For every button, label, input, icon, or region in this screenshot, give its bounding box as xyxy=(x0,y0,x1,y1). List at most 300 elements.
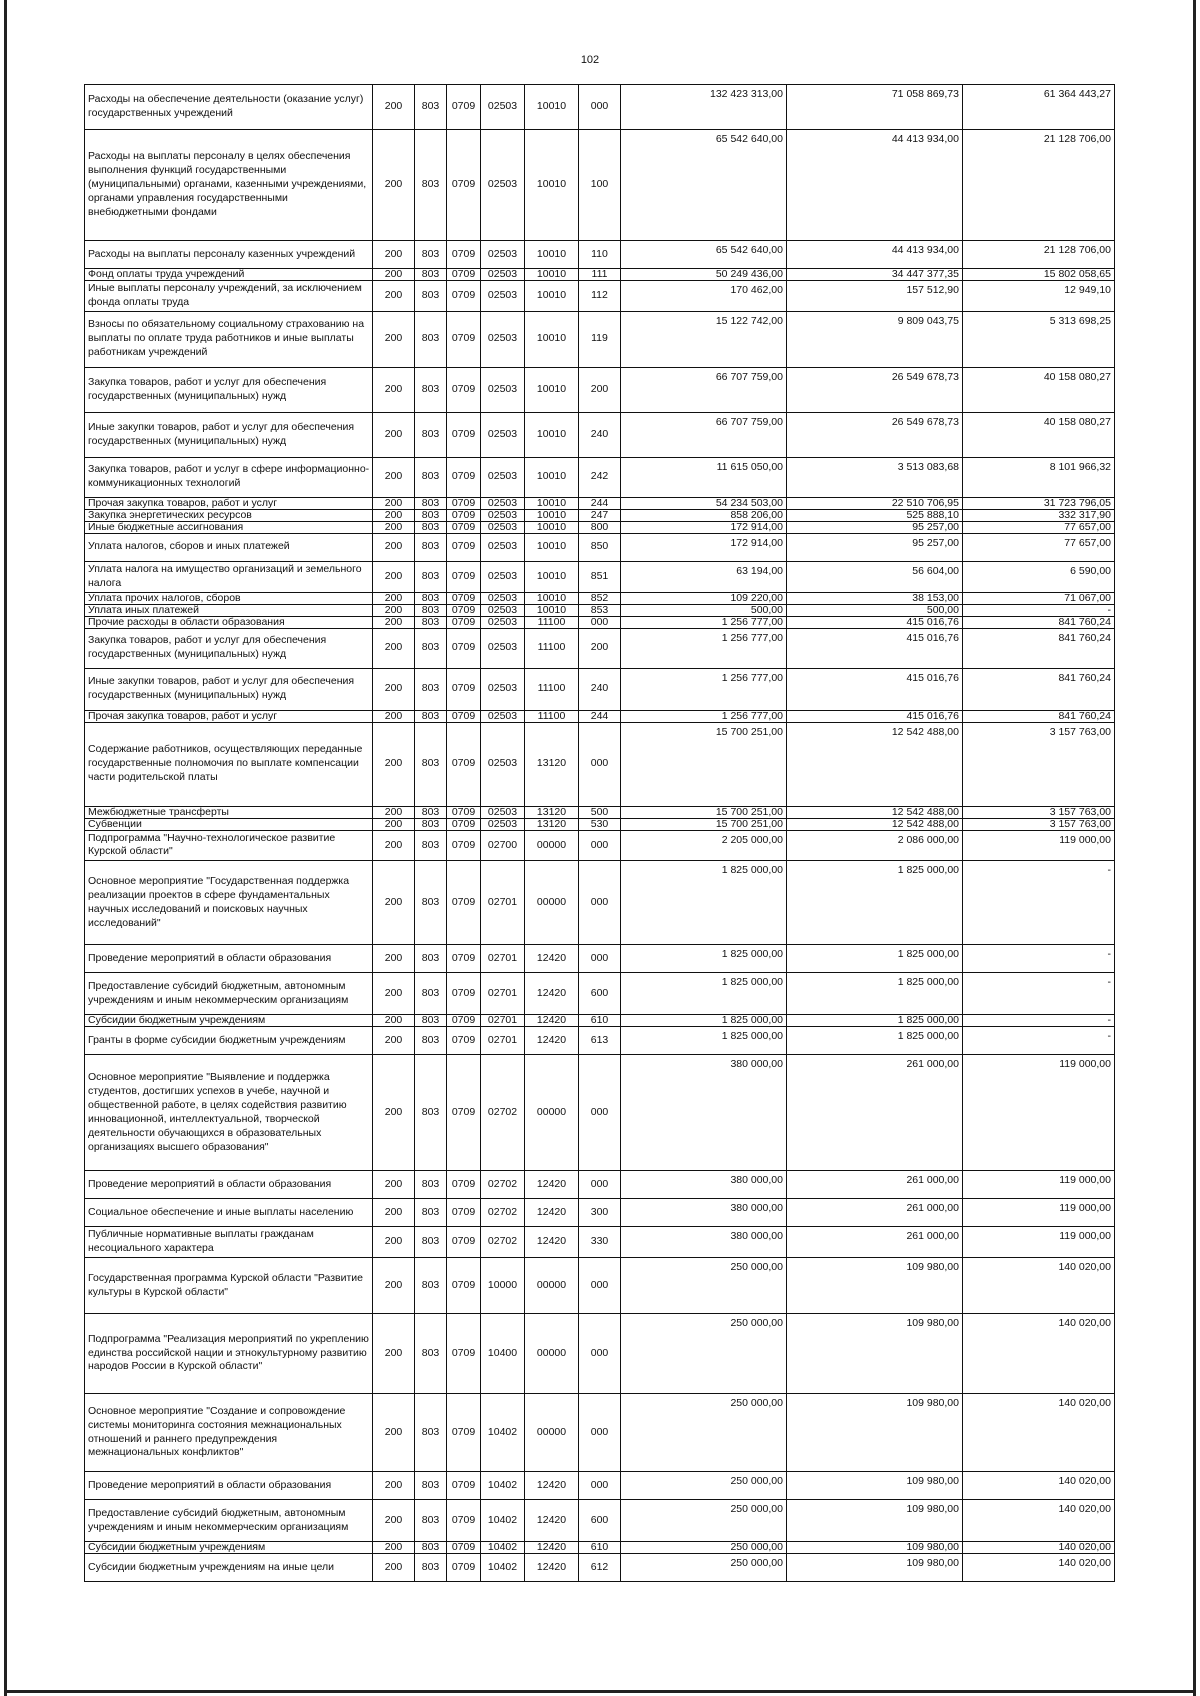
code-cell: 803 xyxy=(415,592,447,604)
amount-cell: 500,00 xyxy=(621,604,787,616)
amount-cell: 77 657,00 xyxy=(963,521,1115,533)
amount-cell: 1 256 777,00 xyxy=(621,710,787,722)
code-cell: 200 xyxy=(373,85,415,130)
code-cell: 803 xyxy=(415,1542,447,1554)
scan-border-left xyxy=(4,0,7,1696)
code-cell: 0709 xyxy=(447,269,481,281)
code-cell: 242 xyxy=(579,457,621,497)
amount-cell: 1 825 000,00 xyxy=(621,861,787,945)
amount-cell: 61 364 443,27 xyxy=(963,85,1115,130)
amount-cell: 15 700 251,00 xyxy=(621,818,787,830)
code-cell: 02503 xyxy=(481,521,525,533)
amount-cell: 109 980,00 xyxy=(787,1542,963,1554)
code-cell: 200 xyxy=(373,311,415,367)
code-cell: 200 xyxy=(373,1542,415,1554)
amount-cell: 1 256 777,00 xyxy=(621,668,787,710)
expense-name-cell: Проведение мероприятий в области образования xyxy=(85,1472,373,1500)
amount-cell: 12 542 488,00 xyxy=(787,818,963,830)
amount-cell: 1 825 000,00 xyxy=(621,973,787,1015)
amount-cell: 1 256 777,00 xyxy=(621,628,787,668)
code-cell: 0709 xyxy=(447,1258,481,1314)
code-cell: 10010 xyxy=(525,311,579,367)
scan-border-bottom xyxy=(4,1690,1196,1693)
amount-cell: 6 590,00 xyxy=(963,561,1115,592)
code-cell: 02503 xyxy=(481,806,525,818)
code-cell: 0709 xyxy=(447,604,481,616)
code-cell: 0709 xyxy=(447,412,481,457)
code-cell: 803 xyxy=(415,130,447,241)
amount-cell: 140 020,00 xyxy=(963,1258,1115,1314)
amount-cell: 56 604,00 xyxy=(787,561,963,592)
code-cell: 10010 xyxy=(525,592,579,604)
code-cell: 02702 xyxy=(481,1199,525,1227)
code-cell: 02503 xyxy=(481,367,525,412)
amount-cell: 34 447 377,35 xyxy=(787,269,963,281)
table-row xyxy=(85,269,1115,281)
table-row xyxy=(85,861,1115,945)
code-cell: 02701 xyxy=(481,1027,525,1055)
code-cell: 0709 xyxy=(447,130,481,241)
amount-cell: 140 020,00 xyxy=(963,1554,1115,1582)
code-cell: 240 xyxy=(579,412,621,457)
code-cell: 0709 xyxy=(447,1542,481,1554)
amount-cell: 140 020,00 xyxy=(963,1542,1115,1554)
amount-cell: 3 513 083,68 xyxy=(787,457,963,497)
amount-cell: 11 615 050,00 xyxy=(621,457,787,497)
code-cell: 12420 xyxy=(525,1227,579,1258)
code-cell: 244 xyxy=(579,710,621,722)
code-cell: 10402 xyxy=(481,1500,525,1542)
code-cell: 330 xyxy=(579,1227,621,1258)
code-cell: 200 xyxy=(373,628,415,668)
amount-cell: 525 888,10 xyxy=(787,509,963,521)
code-cell: 803 xyxy=(415,861,447,945)
code-cell: 200 xyxy=(579,628,621,668)
code-cell: 10010 xyxy=(525,269,579,281)
code-cell: 200 xyxy=(373,604,415,616)
amount-cell: 15 700 251,00 xyxy=(621,806,787,818)
amount-cell: 172 914,00 xyxy=(621,533,787,561)
code-cell: 0709 xyxy=(447,1227,481,1258)
expense-name-cell: Иные выплаты персоналу учреждений, за исключением фонда оплаты труда xyxy=(85,281,373,312)
expense-name-cell: Прочая закупка товаров, работ и услуг xyxy=(85,710,373,722)
code-cell: 10010 xyxy=(525,497,579,509)
table-row xyxy=(85,561,1115,592)
code-cell: 803 xyxy=(415,1314,447,1394)
expense-name-cell: Основное мероприятие "Выявление и поддержка студентов, достигших успехов в учебе, научной и общественной работе, в целях содействия развитию инновационной, интеллектуальной, творческой деятельности обучающихся в образовательных организациях высшего образования" xyxy=(85,1055,373,1171)
code-cell: 803 xyxy=(415,85,447,130)
code-cell: 200 xyxy=(373,1199,415,1227)
amount-cell: 841 760,24 xyxy=(963,668,1115,710)
amount-cell: 261 000,00 xyxy=(787,1199,963,1227)
code-cell: 02503 xyxy=(481,281,525,312)
code-cell: 803 xyxy=(415,628,447,668)
code-cell: 10010 xyxy=(525,85,579,130)
code-cell: 000 xyxy=(579,1171,621,1199)
expense-name-cell: Содержание работников, осуществляющих переданные государственные полномочия по выплате компенсации части родительской платы xyxy=(85,722,373,806)
code-cell: 200 xyxy=(373,1055,415,1171)
expense-name-cell: Расходы на выплаты персоналу казенных учреждений xyxy=(85,241,373,269)
code-cell: 11100 xyxy=(525,710,579,722)
code-cell: 02701 xyxy=(481,945,525,973)
table-row xyxy=(85,818,1115,830)
amount-cell: 109 980,00 xyxy=(787,1500,963,1542)
table-row xyxy=(85,497,1115,509)
amount-cell: 140 020,00 xyxy=(963,1472,1115,1500)
code-cell: 02503 xyxy=(481,668,525,710)
table-row xyxy=(85,604,1115,616)
expense-name-cell: Иные закупки товаров, работ и услуг для обеспечения государственных (муниципальных) нужд xyxy=(85,668,373,710)
code-cell: 02503 xyxy=(481,269,525,281)
amount-cell: 261 000,00 xyxy=(787,1171,963,1199)
code-cell: 10010 xyxy=(525,130,579,241)
expense-name-cell: Прочие расходы в области образования xyxy=(85,616,373,628)
amount-cell: 1 825 000,00 xyxy=(787,945,963,973)
expense-name-cell: Проведение мероприятий в области образования xyxy=(85,945,373,973)
code-cell: 02702 xyxy=(481,1227,525,1258)
code-cell: 803 xyxy=(415,1199,447,1227)
code-cell: 803 xyxy=(415,1554,447,1582)
table-row xyxy=(85,1472,1115,1500)
code-cell: 803 xyxy=(415,1171,447,1199)
table-row xyxy=(85,973,1115,1015)
code-cell: 200 xyxy=(373,806,415,818)
code-cell: 200 xyxy=(373,1027,415,1055)
amount-cell: 1 825 000,00 xyxy=(787,1015,963,1027)
amount-cell: 1 825 000,00 xyxy=(621,1027,787,1055)
code-cell: 803 xyxy=(415,269,447,281)
code-cell: 200 xyxy=(373,1227,415,1258)
table-row xyxy=(85,311,1115,367)
code-cell: 0709 xyxy=(447,945,481,973)
code-cell: 02503 xyxy=(481,457,525,497)
code-cell: 0709 xyxy=(447,861,481,945)
amount-cell: 109 980,00 xyxy=(787,1258,963,1314)
code-cell: 200 xyxy=(373,1554,415,1582)
amount-cell: 1 256 777,00 xyxy=(621,616,787,628)
amount-cell: 1 825 000,00 xyxy=(787,861,963,945)
amount-cell: 172 914,00 xyxy=(621,521,787,533)
table-row xyxy=(85,1542,1115,1554)
code-cell: 851 xyxy=(579,561,621,592)
amount-cell: 2 086 000,00 xyxy=(787,830,963,861)
amount-cell: 21 128 706,00 xyxy=(963,241,1115,269)
code-cell: 803 xyxy=(415,1015,447,1027)
table-row xyxy=(85,509,1115,521)
code-cell: 0709 xyxy=(447,668,481,710)
code-cell: 0709 xyxy=(447,1199,481,1227)
expense-name-cell: Взносы по обязательному социальному страхованию на выплаты по оплате труда работников и иные выплаты работникам учреждений xyxy=(85,311,373,367)
code-cell: 0709 xyxy=(447,973,481,1015)
code-cell: 12420 xyxy=(525,1542,579,1554)
table-row xyxy=(85,457,1115,497)
code-cell: 0709 xyxy=(447,1472,481,1500)
code-cell: 00000 xyxy=(525,830,579,861)
code-cell: 200 xyxy=(373,457,415,497)
code-cell: 200 xyxy=(373,722,415,806)
code-cell: 0709 xyxy=(447,497,481,509)
code-cell: 803 xyxy=(415,616,447,628)
code-cell: 10402 xyxy=(481,1554,525,1582)
code-cell: 0709 xyxy=(447,281,481,312)
code-cell: 803 xyxy=(415,457,447,497)
amount-cell: 250 000,00 xyxy=(621,1314,787,1394)
code-cell: 803 xyxy=(415,1227,447,1258)
code-cell: 02503 xyxy=(481,561,525,592)
table-body xyxy=(85,85,1115,1582)
code-cell: 0709 xyxy=(447,722,481,806)
amount-cell: 50 249 436,00 xyxy=(621,269,787,281)
code-cell: 803 xyxy=(415,1394,447,1472)
expense-name-cell: Предоставление субсидий бюджетным, автономным учреждениям и иным некоммерческим организациям xyxy=(85,973,373,1015)
expense-name-cell: Уплата прочих налогов, сборов xyxy=(85,592,373,604)
amount-cell: 1 825 000,00 xyxy=(787,1027,963,1055)
table-row xyxy=(85,1500,1115,1542)
code-cell: 0709 xyxy=(447,592,481,604)
code-cell: 200 xyxy=(373,818,415,830)
amount-cell: 3 157 763,00 xyxy=(963,806,1115,818)
amount-cell: 500,00 xyxy=(787,604,963,616)
code-cell: 10010 xyxy=(525,561,579,592)
amount-cell: - xyxy=(963,1015,1115,1027)
amount-cell: 5 313 698,25 xyxy=(963,311,1115,367)
code-cell: 12420 xyxy=(525,1171,579,1199)
expense-name-cell: Межбюджетные трансферты xyxy=(85,806,373,818)
expense-name-cell: Субсидии бюджетным учреждениям на иные цели xyxy=(85,1554,373,1582)
expense-name-cell: Прочая закупка товаров, работ и услуг xyxy=(85,497,373,509)
amount-cell: - xyxy=(963,973,1115,1015)
code-cell: 12420 xyxy=(525,1472,579,1500)
code-cell: 803 xyxy=(415,973,447,1015)
code-cell: 200 xyxy=(579,367,621,412)
expense-name-cell: Уплата налогов, сборов и иных платежей xyxy=(85,533,373,561)
code-cell: 10010 xyxy=(525,412,579,457)
table-row xyxy=(85,1015,1115,1027)
code-cell: 13120 xyxy=(525,722,579,806)
code-cell: 850 xyxy=(579,533,621,561)
code-cell: 10400 xyxy=(481,1314,525,1394)
code-cell: 02503 xyxy=(481,533,525,561)
amount-cell: 157 512,90 xyxy=(787,281,963,312)
code-cell: 0709 xyxy=(447,1500,481,1542)
code-cell: 02503 xyxy=(481,616,525,628)
code-cell: 200 xyxy=(373,945,415,973)
table-row xyxy=(85,367,1115,412)
code-cell: 02700 xyxy=(481,830,525,861)
table-row xyxy=(85,241,1115,269)
amount-cell: - xyxy=(963,861,1115,945)
code-cell: 02503 xyxy=(481,130,525,241)
amount-cell: 63 194,00 xyxy=(621,561,787,592)
table-row xyxy=(85,412,1115,457)
code-cell: 803 xyxy=(415,497,447,509)
table-row xyxy=(85,722,1115,806)
code-cell: 0709 xyxy=(447,1027,481,1055)
code-cell: 0709 xyxy=(447,1314,481,1394)
code-cell: 803 xyxy=(415,668,447,710)
code-cell: 200 xyxy=(373,592,415,604)
amount-cell: 12 542 488,00 xyxy=(787,806,963,818)
code-cell: 110 xyxy=(579,241,621,269)
amount-cell: 109 980,00 xyxy=(787,1472,963,1500)
amount-cell: 109 980,00 xyxy=(787,1394,963,1472)
amount-cell: 66 707 759,00 xyxy=(621,412,787,457)
code-cell: 803 xyxy=(415,722,447,806)
code-cell: 803 xyxy=(415,241,447,269)
code-cell: 0709 xyxy=(447,1394,481,1472)
expense-name-cell: Закупка энергетических ресурсов xyxy=(85,509,373,521)
amount-cell: 380 000,00 xyxy=(621,1171,787,1199)
amount-cell: 15 122 742,00 xyxy=(621,311,787,367)
code-cell: 02503 xyxy=(481,311,525,367)
code-cell: 200 xyxy=(373,412,415,457)
table-row xyxy=(85,85,1115,130)
table-row xyxy=(85,1227,1115,1258)
amount-cell: - xyxy=(963,604,1115,616)
code-cell: 800 xyxy=(579,521,621,533)
amount-cell: 250 000,00 xyxy=(621,1542,787,1554)
code-cell: 00000 xyxy=(525,1314,579,1394)
amount-cell: 250 000,00 xyxy=(621,1500,787,1542)
amount-cell: 250 000,00 xyxy=(621,1472,787,1500)
code-cell: 0709 xyxy=(447,85,481,130)
code-cell: 610 xyxy=(579,1542,621,1554)
amount-cell: 119 000,00 xyxy=(963,1055,1115,1171)
code-cell: 0709 xyxy=(447,367,481,412)
code-cell: 200 xyxy=(373,130,415,241)
amount-cell: 26 549 678,73 xyxy=(787,412,963,457)
amount-cell: 250 000,00 xyxy=(621,1394,787,1472)
expense-name-cell: Иные закупки товаров, работ и услуг для обеспечения государственных (муниципальных) нужд xyxy=(85,412,373,457)
code-cell: 12420 xyxy=(525,973,579,1015)
amount-cell: 95 257,00 xyxy=(787,521,963,533)
amount-cell: 54 234 503,00 xyxy=(621,497,787,509)
code-cell: 200 xyxy=(373,861,415,945)
table-row xyxy=(85,616,1115,628)
code-cell: 500 xyxy=(579,806,621,818)
code-cell: 200 xyxy=(373,1015,415,1027)
code-cell: 803 xyxy=(415,1500,447,1542)
code-cell: 0709 xyxy=(447,616,481,628)
code-cell: 0709 xyxy=(447,818,481,830)
code-cell: 0709 xyxy=(447,521,481,533)
amount-cell: 415 016,76 xyxy=(787,668,963,710)
code-cell: 803 xyxy=(415,710,447,722)
code-cell: 803 xyxy=(415,412,447,457)
code-cell: 200 xyxy=(373,533,415,561)
code-cell: 200 xyxy=(373,1314,415,1394)
code-cell: 10402 xyxy=(481,1472,525,1500)
code-cell: 803 xyxy=(415,561,447,592)
code-cell: 613 xyxy=(579,1027,621,1055)
amount-cell: - xyxy=(963,1027,1115,1055)
code-cell: 0709 xyxy=(447,806,481,818)
code-cell: 853 xyxy=(579,604,621,616)
code-cell: 803 xyxy=(415,806,447,818)
amount-cell: 22 510 706,95 xyxy=(787,497,963,509)
amount-cell: 1 825 000,00 xyxy=(621,1015,787,1027)
code-cell: 02701 xyxy=(481,973,525,1015)
code-cell: 119 xyxy=(579,311,621,367)
code-cell: 02503 xyxy=(481,509,525,521)
amount-cell: 3 157 763,00 xyxy=(963,722,1115,806)
table-row xyxy=(85,592,1115,604)
expense-name-cell: Подпрограмма "Реализация мероприятий по укреплению единства российской нации и этнокультурному развитию народов России в Курской области" xyxy=(85,1314,373,1394)
amount-cell: 65 542 640,00 xyxy=(621,241,787,269)
code-cell: 200 xyxy=(373,973,415,1015)
code-cell: 0709 xyxy=(447,1554,481,1582)
amount-cell: 841 760,24 xyxy=(963,710,1115,722)
code-cell: 0709 xyxy=(447,1055,481,1171)
amount-cell: 77 657,00 xyxy=(963,533,1115,561)
code-cell: 0709 xyxy=(447,533,481,561)
code-cell: 200 xyxy=(373,269,415,281)
code-cell: 02503 xyxy=(481,722,525,806)
expense-name-cell: Уплата иных платежей xyxy=(85,604,373,616)
code-cell: 803 xyxy=(415,311,447,367)
expense-name-cell: Государственная программа Курской области "Развитие культуры в Курской области" xyxy=(85,1258,373,1314)
code-cell: 0709 xyxy=(447,830,481,861)
expense-name-cell: Предоставление субсидий бюджетным, автономным учреждениям и иным некоммерческим организациям xyxy=(85,1500,373,1542)
code-cell: 200 xyxy=(373,367,415,412)
code-cell: 0709 xyxy=(447,710,481,722)
amount-cell: 261 000,00 xyxy=(787,1055,963,1171)
amount-cell: 21 128 706,00 xyxy=(963,130,1115,241)
code-cell: 12420 xyxy=(525,1015,579,1027)
code-cell: 13120 xyxy=(525,806,579,818)
amount-cell: 8 101 966,32 xyxy=(963,457,1115,497)
table-row xyxy=(85,710,1115,722)
expense-name-cell: Уплата налога на имущество организаций и земельного налога xyxy=(85,561,373,592)
table-row xyxy=(85,806,1115,818)
code-cell: 02702 xyxy=(481,1171,525,1199)
code-cell: 02503 xyxy=(481,710,525,722)
amount-cell: 9 809 043,75 xyxy=(787,311,963,367)
table-row xyxy=(85,521,1115,533)
table-row xyxy=(85,1394,1115,1472)
code-cell: 000 xyxy=(579,722,621,806)
amount-cell: 1 825 000,00 xyxy=(787,973,963,1015)
code-cell: 00000 xyxy=(525,1055,579,1171)
code-cell: 10000 xyxy=(481,1258,525,1314)
table-row xyxy=(85,830,1115,861)
amount-cell: - xyxy=(963,945,1115,973)
expense-name-cell: Публичные нормативные выплаты гражданам несоциального характера xyxy=(85,1227,373,1258)
code-cell: 247 xyxy=(579,509,621,521)
amount-cell: 66 707 759,00 xyxy=(621,367,787,412)
code-cell: 803 xyxy=(415,1055,447,1171)
code-cell: 530 xyxy=(579,818,621,830)
code-cell: 200 xyxy=(373,509,415,521)
code-cell: 200 xyxy=(373,241,415,269)
code-cell: 02702 xyxy=(481,1055,525,1171)
amount-cell: 119 000,00 xyxy=(963,1227,1115,1258)
amount-cell: 119 000,00 xyxy=(963,830,1115,861)
code-cell: 200 xyxy=(373,1394,415,1472)
amount-cell: 44 413 934,00 xyxy=(787,241,963,269)
code-cell: 803 xyxy=(415,604,447,616)
code-cell: 02503 xyxy=(481,628,525,668)
code-cell: 200 xyxy=(373,1171,415,1199)
code-cell: 0709 xyxy=(447,311,481,367)
code-cell: 803 xyxy=(415,533,447,561)
code-cell: 111 xyxy=(579,269,621,281)
table-row xyxy=(85,1171,1115,1199)
expense-name-cell: Подпрограмма "Научно-технологическое развитие Курской области" xyxy=(85,830,373,861)
expense-name-cell: Закупка товаров, работ и услуг для обеспечения государственных (муниципальных) нужд xyxy=(85,367,373,412)
code-cell: 200 xyxy=(373,281,415,312)
code-cell: 0709 xyxy=(447,628,481,668)
